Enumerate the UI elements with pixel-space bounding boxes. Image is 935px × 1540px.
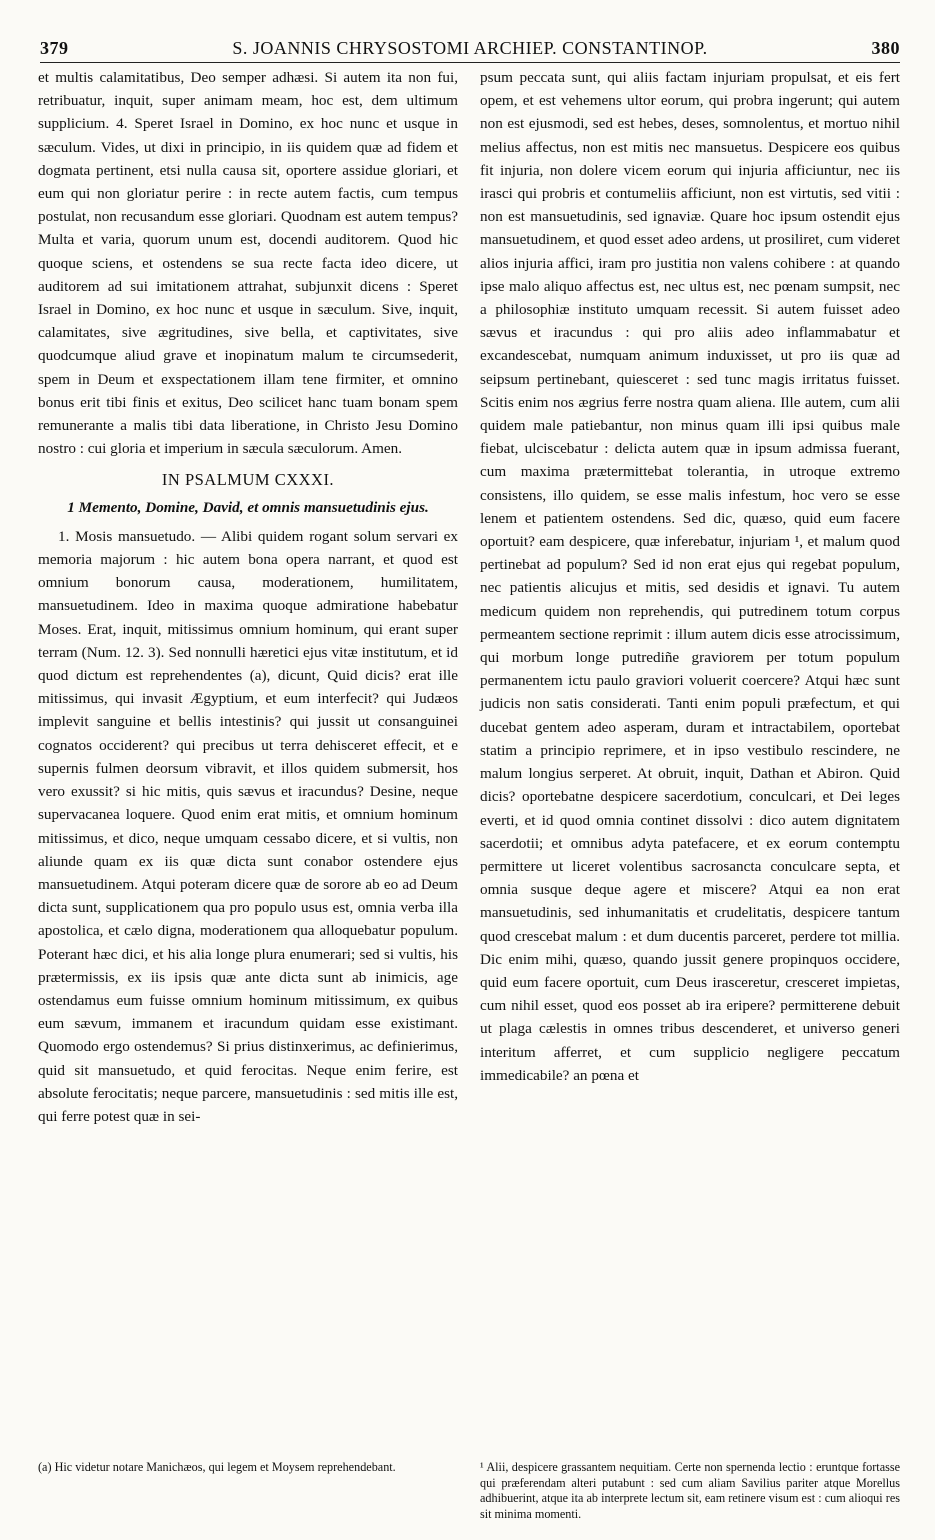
left-paragraph-mosis: 1. Mosis mansuetudo. — Alibi quidem rogant solum servari ex memoria majorum : hic autem bona opera narrant, et quod est omnium bonorum causa, moderationem, humilitatem, mansuetudinem. Ideo in maxima quoque admiratione habebatur Moses. Erat, inquit, mitissimus omnium hominum, qui erant super terram (Num. 12. 3). Sed nonnulli hæretici ejus vitæ institutum, et id quod dictum est reprehendentes (a), dicunt, Quid dicis? erat ille mitissimus, qui invasit Ægyptium, et eum interfecit? qui Judæos implevit sanguine et bellis intestinis? qui jussit ut consanguinei cognatos occiderent? qui precibus ut terra dehisceret effecit, et e supernis fulmen deorsum vibravit, et illos quidem submersit, hos vero exussit? si hic mitis, quis sævus et iracundus? Desine, neque supervacanea loquere. Quod enim erat mitis, et omnium hominum mitissimus, et dico, neque umquam cessabo dicere, et si vultis, non aliunde quam ex iis quæ dicta sunt conabor ostendere ejus mansuetudinem. Atqui poteram dicere quæ de sorore ab eo ad Deum dicta sunt, supplicationem qua pro populo usus est, omnia verba illa apostolica, et cælo digna, moderationem qua alloquebatur populum. Poterant hæc dici, et his alia longe plura enumerari; sed si vultis, his prætermissis, ex iis ipsis quæ ante dicta sunt ab inimicis, age ostendamus eum fuisse omnium hominum mitissimum, ex quibus eum sævum, immanem et iracundum quidam esse existimant. Quomodo ergo ostendemus? Si prius distinxerimus, ac definierimus, quid sit mansuetudo, et quid ferocitas. Neque enim ferire, est absolute ferocitatis; neque parcere, mansuetudinis : sed mitis ille est, qui ferre potest quæ in sei- [38,527,458,1125]
right-paragraph: psum peccata sunt, qui aliis factam injuriam propulsat, et eis fert opem, et est vehemens ultor eorum, qui probra ingerunt; qui autem non est ejusmodi, sed est hebes, deses, somnolentus, et mortuo nihil melius affectus, non est mitis nec mansuetus. Despicere eos quibus fit injuria, non dolere vicem eorum qui injuria afficiuntur, nec iis irasci qui probris et contumeliis afficiunt, non est virtutis, sed vitii : non est mansuetudinis, sed ignaviæ. Quare hoc ipsum ostendit ejus mansuetudinem, et quod esset adeo ardens, ut prosiliret, cum videret alios injuria affici, iram pro justitia non valens cohibere : at quando ipse malo aliquo affectus est, nec ultus est, nec pœnam sumpsit, nec a philosophiæ instituto umquam recessit. Si autem fuisset adeo sævus et iracundus : qui pro aliis adeo inflammabatur et excandescebat, numquam animum induxisset, ut pro iis quæ ad seipsum pertinebant, quiesceret : sed tunc magis irritatus fuisset. Scitis enim nos ægrius ferre nostra quam aliena. Ille autem, cum alii quidem male patiebantur, non minus quam illi ipsi quibus male fiebat, ulciscebatur : delicta autem quæ in ipsum admissa fuerant, cum maxima prætermittebat tolerantia, in utroque extremo consistens, illo quidem, se esse malis infestum, hoc vero se esse lenem et patientem ostendens. Sed dic, quæso, quid eum facere oportuit? eam despicere, quæ inferebatur, injuriam ¹, et malum quod pertinebat ad populum? Sed id non erat ejus qui regebat populum, nec patientis alicujus et mitis, sed desidis et ignavi. Tu autem medicum quidem non reprehendis, qui putredinem totum corpus permeantem sectione reprimit : illum autem dicis esse atrocissimum, qui morbum longe putrediñe graviorem per totum populum permanentem ictu paulo graviori voluerit coercere? Atqui hæc sunt judicis non satis considerati. Tanti enim populi præfectum, et qui ducebat gentem adeo asperam, duram et intractabilem, oportebat statim a principio reprimere, et in ipso vestibulo rescindere, ne malum longius serperet. At obruit, inquit, Dathan et Abiron. Quid dicis? oportebatne despicere sacerdotium, conculcari, et Dei leges everti, et id quod omnia continet dissolvi : dico autem dignitatem sacerdotii; et omnibus adyta patefacere, et ex eorum contemptu permittere ut liceret volentibus sacrosancta conculcare septa, et omnia susque deque agere et miscere? Atqui ea non erat mansuetudinis, sed inhumanitatis et crudelitatis, despicere tantum quod crescebat malum : et dum ducentis parceret, perdere tot millia. Dic enim mihi, quæso, quando jussit genere propinquos occidere, quid eum facere oportuit, cum Deus irasceretur, cresceret impietas, cum nihil esset, quod eos posset ab ira eripere? permitterene debuit ut plaga cælestis in omnes tribus descenderet, et universo generi interitum afferret, et cum supplicio negligere peccatum immedicabile? an pœna et [480,69,900,1084]
psalm-heading: IN PSALMUM CXXXI. [161,470,335,490]
footnote-left: (a) Hic videtur notare Manichæos, qui legem et Moysem reprehendebant. [38,1460,396,1474]
running-header [40,38,900,63]
page-number-right: 380 [871,38,900,58]
verse-heading: 1 Memento, Domine, David, et omnis mansuetudinis ejus. [67,498,429,516]
page-number-left: 379 [40,38,69,58]
footnote-right: ¹ Alii, despicere grassantem nequitiam. Certe non spernenda lectio : eruntque fortasse qui præferendam alteri putabunt : sed cum aliam Savilius pariter atque Morellus adhibuerint, atque ita ab interprete lectum sit, eam retinere visum est : cum alioqui res sit minima momenti. [480,1460,900,1521]
left-paragraph-continuation: et multis calamitatibus, Deo semper adhæsi. Si autem ita non fui, retribuatur, inquit, super animam meam, hoc est, dem ultimum supplicium. 4. Speret Israel in Domino, ex hoc nunc et usque in sæculum. Vides, ut dixi in principio, in iis quidem quæ ad fidem et dogmata pertinent, etsi nulla causa sit, oportere assidue gloriari, et eum qui non gloriatur perire : in recte autem factis, cum tempus postulat, non recusandum esse gloriari. Quodnam est autem tempus? Multa et varia, quorum unum est, docendi auditorem. Quod hic quoque sciens, et ostendens se sua recte facta ideo dicere, ut auditorem ad sui imitationem attrahat, subjunxit dicens : Speret Israel in Domino, ex hoc nunc et usque in sæculum. Sive, inquit, calamitates, sive ægritudines, sive bella, et captivitates, sive quodcumque aliud grave et inopinatum malum te circumsederit, spem in Deum et exspectationem illam tene firmiter, et omnino bonus erit tibi finis et exitus, Deo scilicet hanc tuam bonam spem remunerante a malis tibi data liberatione, in Christo Jesu Domino nostro : cui gloria et imperium in sæcula sæculorum. Amen. [38,69,458,458]
running-title: S. JOANNIS CHRYSOSTOMI ARCHIEP. CONSTANTINOP. [232,38,708,58]
right-column [480,66,900,1087]
left-column [38,66,458,1128]
